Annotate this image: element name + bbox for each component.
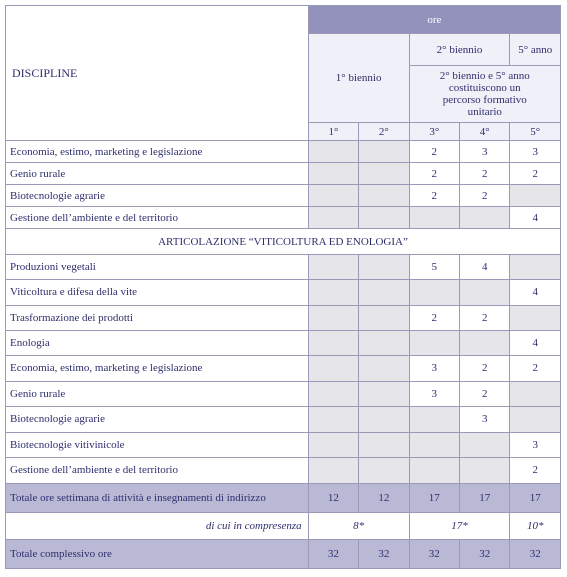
hours-cell-year-2	[359, 331, 409, 356]
hours-cell-year-2	[359, 280, 409, 306]
hours-cell-year-1	[308, 141, 358, 163]
hours-cell-year-2	[359, 163, 409, 185]
year-header-2: 2°	[359, 123, 409, 141]
hours-cell-year-5	[510, 185, 561, 207]
totale-complessivo-row-value-year-4: 32	[460, 539, 510, 568]
table-row	[6, 141, 561, 163]
hours-cell-year-4: 2	[460, 163, 510, 185]
hours-cell-year-1	[308, 458, 358, 484]
table-row	[6, 381, 561, 407]
hours-cell-year-3	[409, 280, 459, 306]
discipline-label: Gestione dell’ambiente e del territorio	[6, 207, 309, 229]
hours-cell-year-1	[308, 407, 358, 433]
hours-cell-year-4	[460, 331, 510, 356]
hours-cell-year-3: 2	[409, 305, 459, 331]
hours-cell-year-2	[359, 407, 409, 433]
compresenza-secondo-biennio: 17*	[409, 512, 510, 539]
hours-cell-year-1	[308, 381, 358, 407]
hours-cell-year-4: 4	[460, 255, 510, 280]
hours-cell-year-1	[308, 432, 358, 458]
primo-biennio-header: 1° biennio	[308, 34, 409, 123]
hours-cell-year-5: 2	[510, 356, 561, 382]
ore-header: ore	[308, 6, 560, 34]
hours-cell-year-2	[359, 305, 409, 331]
discipline-label: Biotecnologie agrarie	[6, 407, 309, 433]
hours-cell-year-2	[359, 185, 409, 207]
hours-cell-year-1	[308, 185, 358, 207]
table-row	[6, 432, 561, 458]
table-row	[6, 356, 561, 382]
totale-complessivo-row-value-year-1: 32	[308, 539, 358, 568]
compresenza-primo-biennio: 8*	[308, 512, 409, 539]
curriculum-hours-table	[5, 5, 561, 569]
section-row	[6, 229, 561, 255]
percorso-unitario-note: 2° biennio e 5° anno costituiscono un percorso formativo unitario	[409, 66, 560, 123]
hours-cell-year-1	[308, 207, 358, 229]
compresenza-label: di cui in compresenza	[6, 512, 309, 539]
hours-cell-year-4	[460, 280, 510, 306]
discipline-label: Enologia	[6, 331, 309, 356]
hours-cell-year-5	[510, 305, 561, 331]
hours-cell-year-4: 2	[460, 305, 510, 331]
hours-cell-year-3: 5	[409, 255, 459, 280]
discipline-label: Genio rurale	[6, 381, 309, 407]
table-row	[6, 255, 561, 280]
hours-cell-year-2	[359, 458, 409, 484]
year-header-1: 1°	[308, 123, 358, 141]
year-header-4: 4°	[460, 123, 510, 141]
hours-cell-year-2	[359, 356, 409, 382]
hours-cell-year-5	[510, 407, 561, 433]
hours-cell-year-3	[409, 432, 459, 458]
totale-settimana-row-value-year-3: 17	[409, 483, 459, 512]
articolazione-title: ARTICOLAZIONE “VITICOLTURA ED ENOLOGIA”	[6, 229, 561, 255]
totale-complessivo-row-value-year-2: 32	[359, 539, 409, 568]
hours-cell-year-5: 2	[510, 163, 561, 185]
hours-cell-year-4	[460, 458, 510, 484]
hours-cell-year-4	[460, 207, 510, 229]
hours-cell-year-3: 2	[409, 163, 459, 185]
hours-cell-year-5: 3	[510, 432, 561, 458]
hours-cell-year-4: 3	[460, 407, 510, 433]
curriculum-table-container	[5, 5, 561, 569]
table-row	[6, 163, 561, 185]
hours-cell-year-4: 3	[460, 141, 510, 163]
hours-cell-year-4: 2	[460, 356, 510, 382]
hours-cell-year-5	[510, 381, 561, 407]
year-header-3: 3°	[409, 123, 459, 141]
hours-cell-year-3	[409, 207, 459, 229]
hours-cell-year-3	[409, 331, 459, 356]
hours-cell-year-5: 4	[510, 280, 561, 306]
hours-cell-year-3	[409, 407, 459, 433]
hours-cell-year-1	[308, 331, 358, 356]
table-row	[6, 458, 561, 484]
table-row	[6, 207, 561, 229]
table-row	[6, 185, 561, 207]
totale-settimana-row-value-year-2: 12	[359, 483, 409, 512]
table-row	[6, 280, 561, 306]
table-row	[6, 407, 561, 433]
hours-cell-year-1	[308, 356, 358, 382]
compresenza-row	[6, 512, 561, 539]
hours-cell-year-2	[359, 255, 409, 280]
hours-cell-year-2	[359, 432, 409, 458]
hours-cell-year-2	[359, 141, 409, 163]
totale-settimana-row-label: Totale ore settimana di attività e insegnamenti di indirizzo	[6, 483, 309, 512]
hours-cell-year-1	[308, 255, 358, 280]
hours-cell-year-1	[308, 280, 358, 306]
totale-complessivo-row-label: Totale complessivo ore	[6, 539, 309, 568]
hours-cell-year-3: 3	[409, 381, 459, 407]
hours-cell-year-3: 2	[409, 185, 459, 207]
discipline-label: Economia, estimo, marketing e legislazione	[6, 356, 309, 382]
hours-cell-year-1	[308, 305, 358, 331]
hours-cell-year-3: 3	[409, 356, 459, 382]
totale-complessivo-row-value-year-3: 32	[409, 539, 459, 568]
hours-cell-year-1	[308, 163, 358, 185]
hours-cell-year-3: 2	[409, 141, 459, 163]
hours-cell-year-5: 3	[510, 141, 561, 163]
compresenza-quinto-anno: 10*	[510, 512, 561, 539]
hours-cell-year-4	[460, 432, 510, 458]
totale-settimana-row	[6, 483, 561, 512]
discipline-label: Trasformazione dei prodotti	[6, 305, 309, 331]
discipline-label: Gestione dell’ambiente e del territorio	[6, 458, 309, 484]
hours-cell-year-5	[510, 255, 561, 280]
table-row	[6, 305, 561, 331]
hours-cell-year-5: 2	[510, 458, 561, 484]
hours-cell-year-3	[409, 458, 459, 484]
discipline-label: Viticoltura e difesa della vite	[6, 280, 309, 306]
hours-cell-year-5: 4	[510, 331, 561, 356]
totale-settimana-row-value-year-1: 12	[308, 483, 358, 512]
hours-cell-year-5: 4	[510, 207, 561, 229]
quinto-anno-header: 5° anno	[510, 34, 561, 66]
totale-settimana-row-value-year-4: 17	[460, 483, 510, 512]
secondo-biennio-header: 2° biennio	[409, 34, 510, 66]
totale-complessivo-row	[6, 539, 561, 568]
table-row	[6, 331, 561, 356]
discipline-label: Biotecnologie agrarie	[6, 185, 309, 207]
year-header-5: 5°	[510, 123, 561, 141]
discipline-label: Economia, estimo, marketing e legislazione	[6, 141, 309, 163]
discipline-header: DISCIPLINE	[6, 6, 309, 141]
discipline-label: Genio rurale	[6, 163, 309, 185]
discipline-label: Biotecnologie vitivinicole	[6, 432, 309, 458]
hours-cell-year-2	[359, 381, 409, 407]
hours-cell-year-4: 2	[460, 185, 510, 207]
hours-cell-year-4: 2	[460, 381, 510, 407]
totale-settimana-row-value-year-5: 17	[510, 483, 561, 512]
totale-complessivo-row-value-year-5: 32	[510, 539, 561, 568]
discipline-label: Produzioni vegetali	[6, 255, 309, 280]
hours-cell-year-2	[359, 207, 409, 229]
